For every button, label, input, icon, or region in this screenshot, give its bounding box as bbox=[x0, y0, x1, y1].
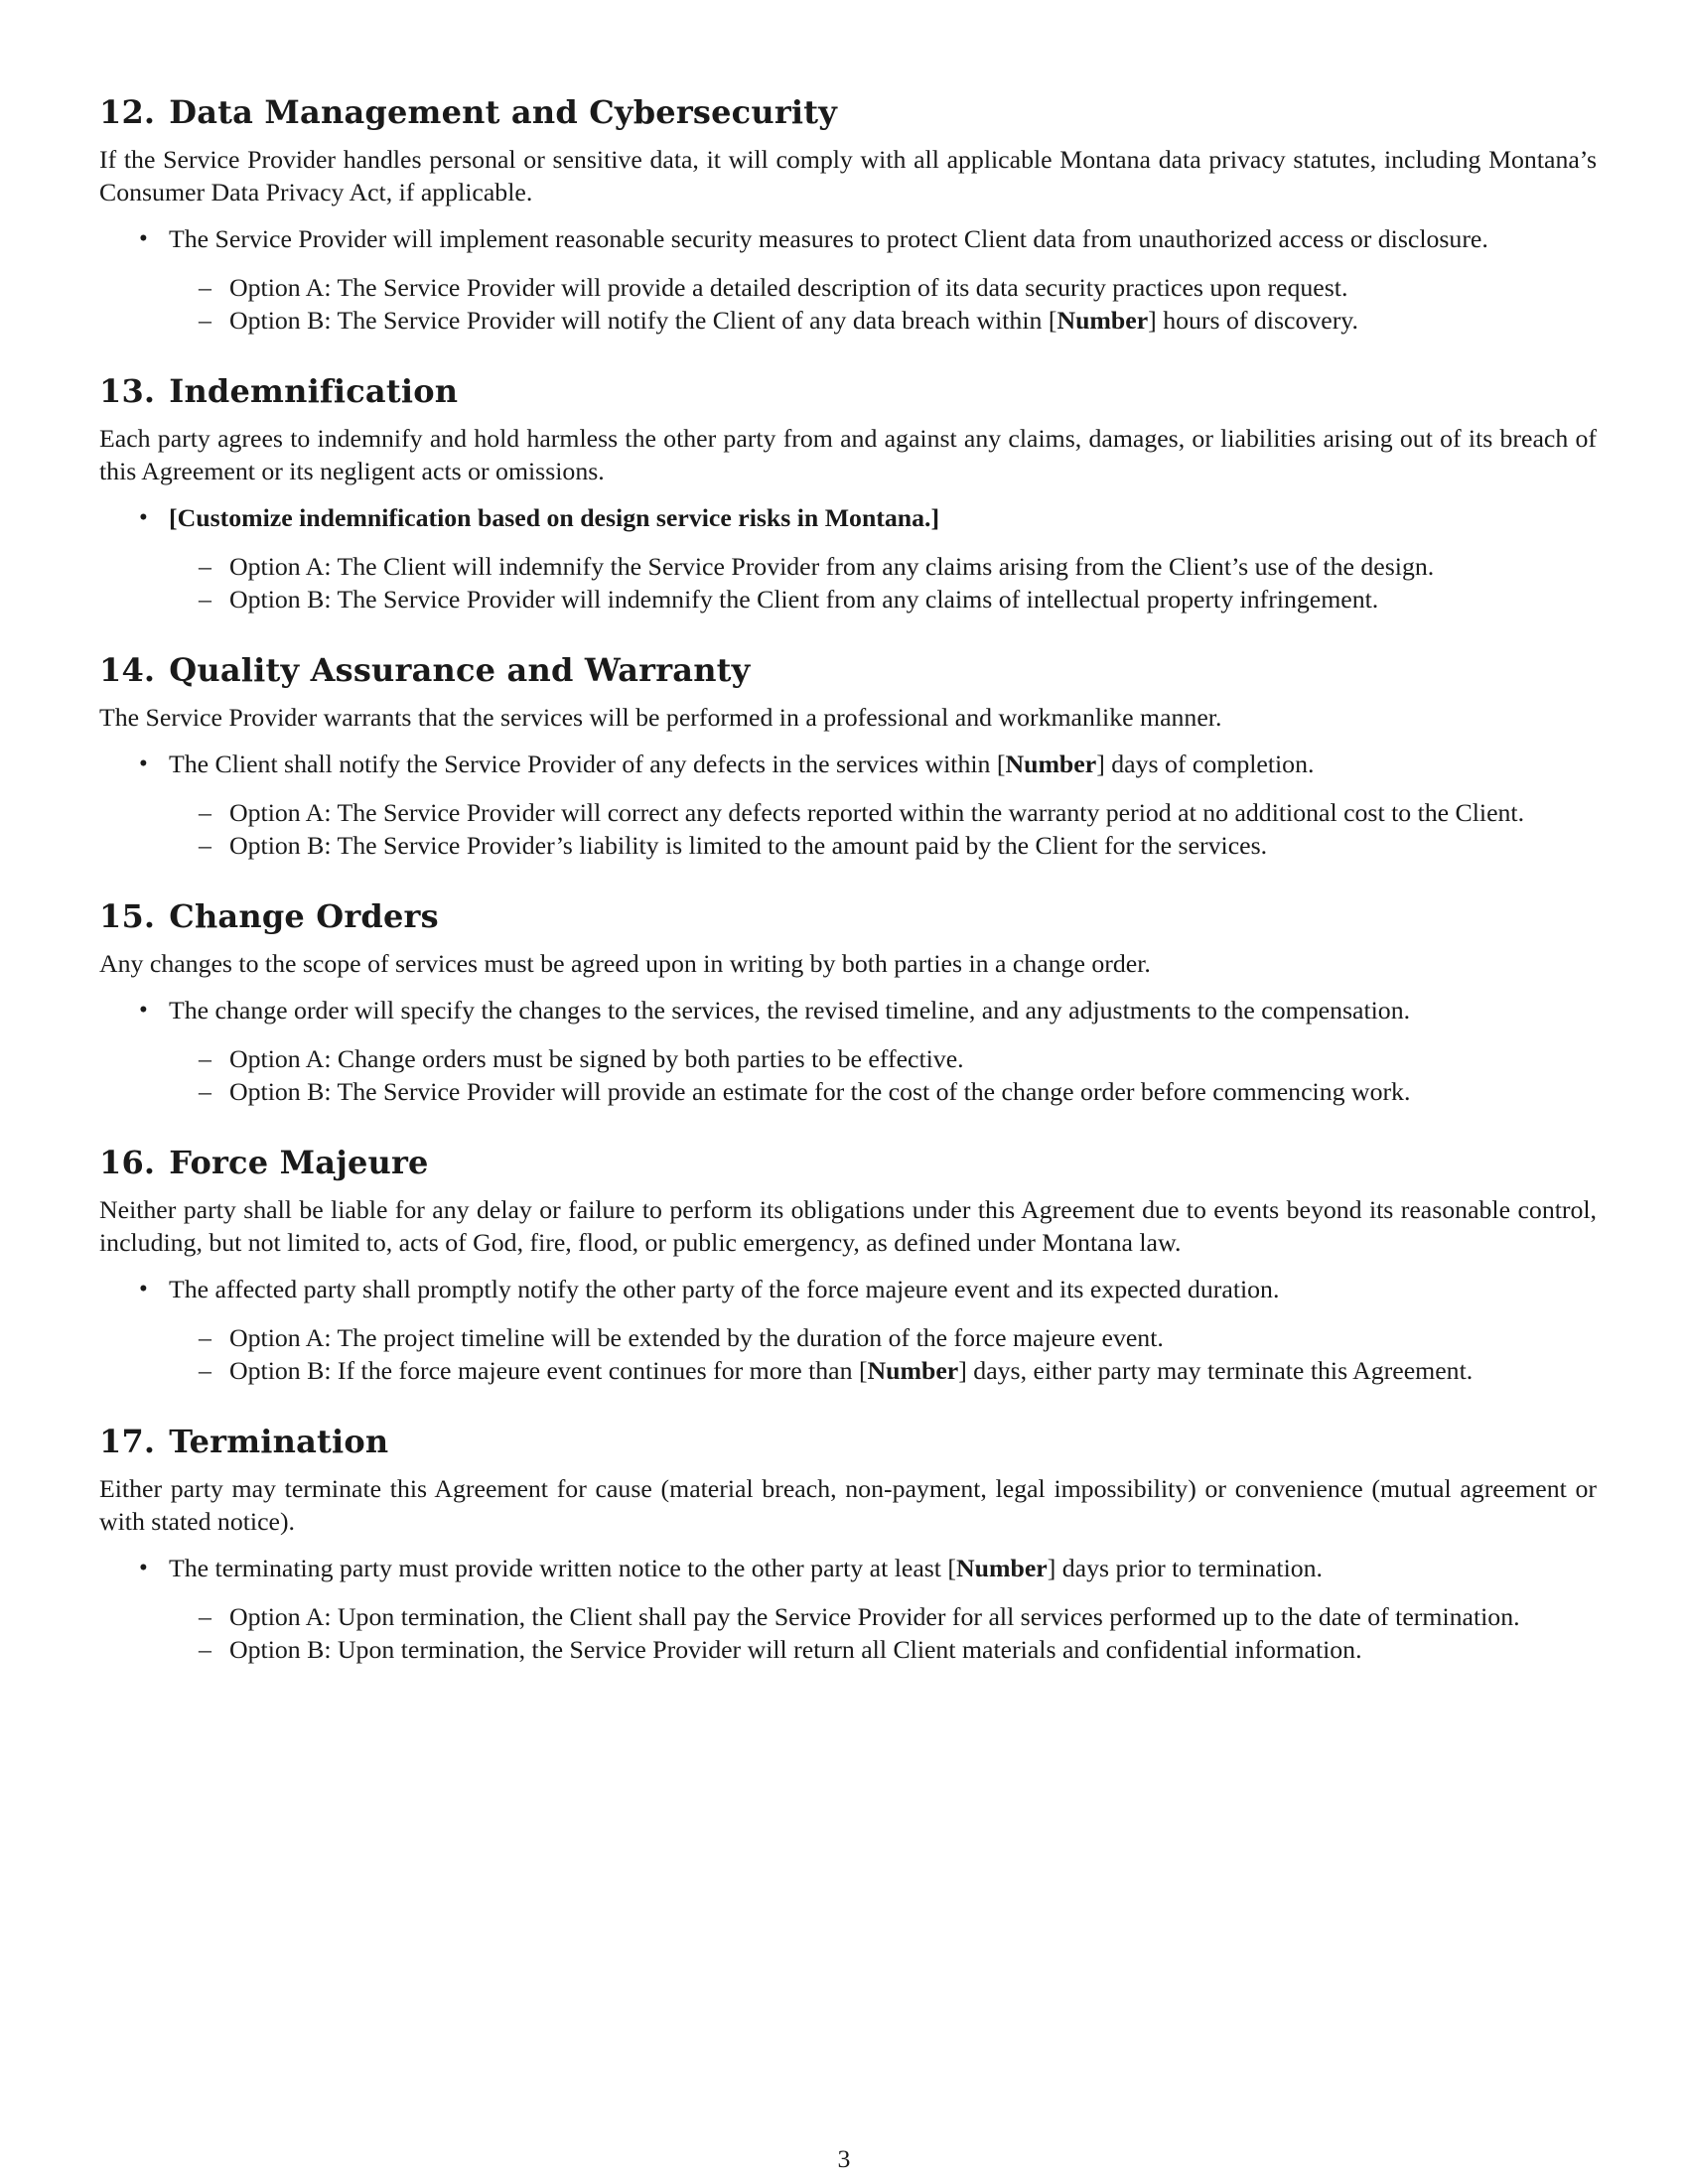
section-heading bbox=[99, 895, 1597, 937]
placeholder-bold: Number bbox=[867, 1356, 959, 1385]
section-number: 16. bbox=[99, 1144, 156, 1181]
dash-icon: – bbox=[199, 798, 211, 827]
document-body bbox=[99, 91, 1597, 1700]
bullet-list bbox=[99, 501, 1597, 615]
section-number: 12. bbox=[99, 93, 156, 131]
dash-icon: – bbox=[199, 273, 211, 302]
section-number: 15. bbox=[99, 897, 156, 935]
section-intro: Neither party shall be liable for any delay or failure to perform its obligations under this Agreement due to events beyond its reasonable control, including, but not limited to, acts of God, fire, flood, or public emergency, as defined under Montana law. bbox=[99, 1195, 1597, 1257]
section-number: 13. bbox=[99, 372, 156, 410]
section-13 bbox=[99, 370, 1597, 615]
option-text: Option B: The Service Provider’s liability is limited to the amount paid by the Client for the services. bbox=[229, 831, 1268, 860]
option-text: Option A: Upon termination, the Client shall pay the Service Provider for all services performed up to the date of termination. bbox=[229, 1602, 1520, 1631]
dash-icon: – bbox=[199, 585, 211, 614]
bullet-item bbox=[99, 994, 1597, 1108]
section-heading bbox=[99, 370, 1597, 412]
bullet-text: The affected party shall promptly notify the other party of the force majeure event and its expected duration. bbox=[169, 1275, 1280, 1303]
bullet-icon: • bbox=[139, 997, 148, 1024]
option-a bbox=[169, 1042, 1597, 1075]
bullet-list bbox=[99, 994, 1597, 1108]
section-title: Change Orders bbox=[169, 897, 439, 935]
options-list bbox=[169, 796, 1597, 862]
option-text: Option A: The project timeline will be extended by the duration of the force majeure event. bbox=[229, 1323, 1164, 1352]
bullet-text-tail: ] days of completion. bbox=[1096, 750, 1315, 778]
section-number: 17. bbox=[99, 1423, 156, 1460]
dash-icon: – bbox=[199, 306, 211, 335]
section-heading bbox=[99, 649, 1597, 691]
option-text: Option A: The Client will indemnify the Service Provider from any claims arising from the Client’s use of the design. bbox=[229, 552, 1435, 581]
option-b bbox=[169, 829, 1597, 862]
option-text: Option B: If the force majeure event continues for more than [ bbox=[229, 1356, 868, 1385]
option-a bbox=[169, 550, 1597, 583]
section-intro: Any changes to the scope of services must be agreed upon in writing by both parties in a change order. bbox=[99, 949, 1151, 978]
options-list bbox=[169, 1321, 1597, 1387]
option-b bbox=[169, 304, 1597, 337]
option-a bbox=[169, 271, 1597, 304]
option-text: Option B: The Service Provider will indemnify the Client from any claims of intellectual property infringement. bbox=[229, 585, 1379, 614]
option-text: Option B: The Service Provider will provide an estimate for the cost of the change order before commencing work. bbox=[229, 1077, 1411, 1106]
option-text-tail: ] days, either party may terminate this Agreement. bbox=[958, 1356, 1474, 1385]
section-15 bbox=[99, 895, 1597, 1108]
options-list bbox=[169, 550, 1597, 615]
bullet-list bbox=[99, 1273, 1597, 1387]
section-intro: The Service Provider warrants that the services will be performed in a professional and workmanlike manner. bbox=[99, 703, 1222, 732]
section-intro: If the Service Provider handles personal or sensitive data, it will comply with all applicable Montana data privacy statutes, including Montana’s Consumer Data Privacy Act, if applicable. bbox=[99, 145, 1597, 206]
dash-icon: – bbox=[199, 1635, 211, 1664]
option-b bbox=[169, 1354, 1597, 1387]
dash-icon: – bbox=[199, 1356, 211, 1385]
bullet-item bbox=[99, 748, 1597, 862]
bullet-text: The change order will specify the changes to the services, the revised timeline, and any adjustments to the compensation. bbox=[169, 996, 1411, 1024]
section-12 bbox=[99, 91, 1597, 337]
option-a bbox=[169, 796, 1597, 829]
option-a bbox=[169, 1321, 1597, 1354]
bullet-text-tail: ] days prior to termination. bbox=[1047, 1554, 1323, 1582]
options-list bbox=[169, 1042, 1597, 1108]
bullet-icon: • bbox=[139, 1276, 148, 1302]
dash-icon: – bbox=[199, 1077, 211, 1106]
placeholder-bold: Number bbox=[1005, 750, 1097, 778]
bullet-item bbox=[99, 501, 1597, 615]
dash-icon: – bbox=[199, 831, 211, 860]
section-intro: Each party agrees to indemnify and hold harmless the other party from and against any claims, damages, or liabilities arising out of its breach of this Agreement or its negligent acts or omissions. bbox=[99, 424, 1597, 485]
section-heading bbox=[99, 1421, 1597, 1462]
option-text: Option A: The Service Provider will provide a detailed description of its data security practices upon request. bbox=[229, 273, 1348, 302]
section-heading bbox=[99, 1142, 1597, 1183]
bullet-list bbox=[99, 222, 1597, 337]
dash-icon: – bbox=[199, 552, 211, 581]
bullet-list bbox=[99, 1552, 1597, 1666]
bullet-item bbox=[99, 1273, 1597, 1387]
bullet-text: The Service Provider will implement reasonable security measures to protect Client data from unauthorized access or disclosure. bbox=[169, 224, 1488, 253]
option-text-tail: ] hours of discovery. bbox=[1148, 306, 1358, 335]
option-b bbox=[169, 583, 1597, 615]
section-number: 14. bbox=[99, 651, 156, 689]
section-title: Indemnification bbox=[169, 372, 459, 410]
bullet-icon: • bbox=[139, 1555, 148, 1581]
section-17 bbox=[99, 1421, 1597, 1666]
option-text: Option A: Change orders must be signed by both parties to be effective. bbox=[229, 1044, 964, 1073]
bullet-icon: • bbox=[139, 504, 148, 531]
section-title: Quality Assurance and Warranty bbox=[169, 651, 751, 689]
bullet-bold-text: [Customize indemnification based on design service risks in Montana.] bbox=[169, 503, 940, 532]
page-number: 3 bbox=[837, 2144, 851, 2173]
dash-icon: – bbox=[199, 1323, 211, 1352]
option-text: Option B: Upon termination, the Service Provider will return all Client materials and confidential information. bbox=[229, 1635, 1362, 1664]
option-b bbox=[169, 1075, 1597, 1108]
section-title: Force Majeure bbox=[169, 1144, 429, 1181]
options-list bbox=[169, 271, 1597, 337]
option-text: Option A: The Service Provider will correct any defects reported within the warranty period at no additional cost to the Client. bbox=[229, 798, 1525, 827]
section-16 bbox=[99, 1142, 1597, 1387]
section-heading bbox=[99, 91, 1597, 133]
section-14 bbox=[99, 649, 1597, 862]
section-intro: Either party may terminate this Agreement for cause (material breach, non-payment, legal impossibility) or convenience (mutual agreement or with stated notice). bbox=[99, 1474, 1597, 1536]
bullet-text: The Client shall notify the Service Provider of any defects in the services within [ bbox=[169, 750, 1006, 778]
section-title: Termination bbox=[169, 1423, 389, 1460]
bullet-list bbox=[99, 748, 1597, 862]
placeholder-bold: Number bbox=[1056, 306, 1149, 335]
bullet-text: The terminating party must provide written notice to the other party at least [ bbox=[169, 1554, 957, 1582]
bullet-item bbox=[99, 222, 1597, 337]
bullet-icon: • bbox=[139, 225, 148, 252]
placeholder-bold: Number bbox=[956, 1554, 1048, 1582]
option-a bbox=[169, 1600, 1597, 1633]
bullet-item bbox=[99, 1552, 1597, 1666]
dash-icon: – bbox=[199, 1044, 211, 1073]
option-b bbox=[169, 1633, 1597, 1666]
section-title: Data Management and Cybersecurity bbox=[169, 93, 838, 131]
dash-icon: – bbox=[199, 1602, 211, 1631]
options-list bbox=[169, 1600, 1597, 1666]
option-text: Option B: The Service Provider will notify the Client of any data breach within [ bbox=[229, 306, 1057, 335]
bullet-icon: • bbox=[139, 751, 148, 777]
